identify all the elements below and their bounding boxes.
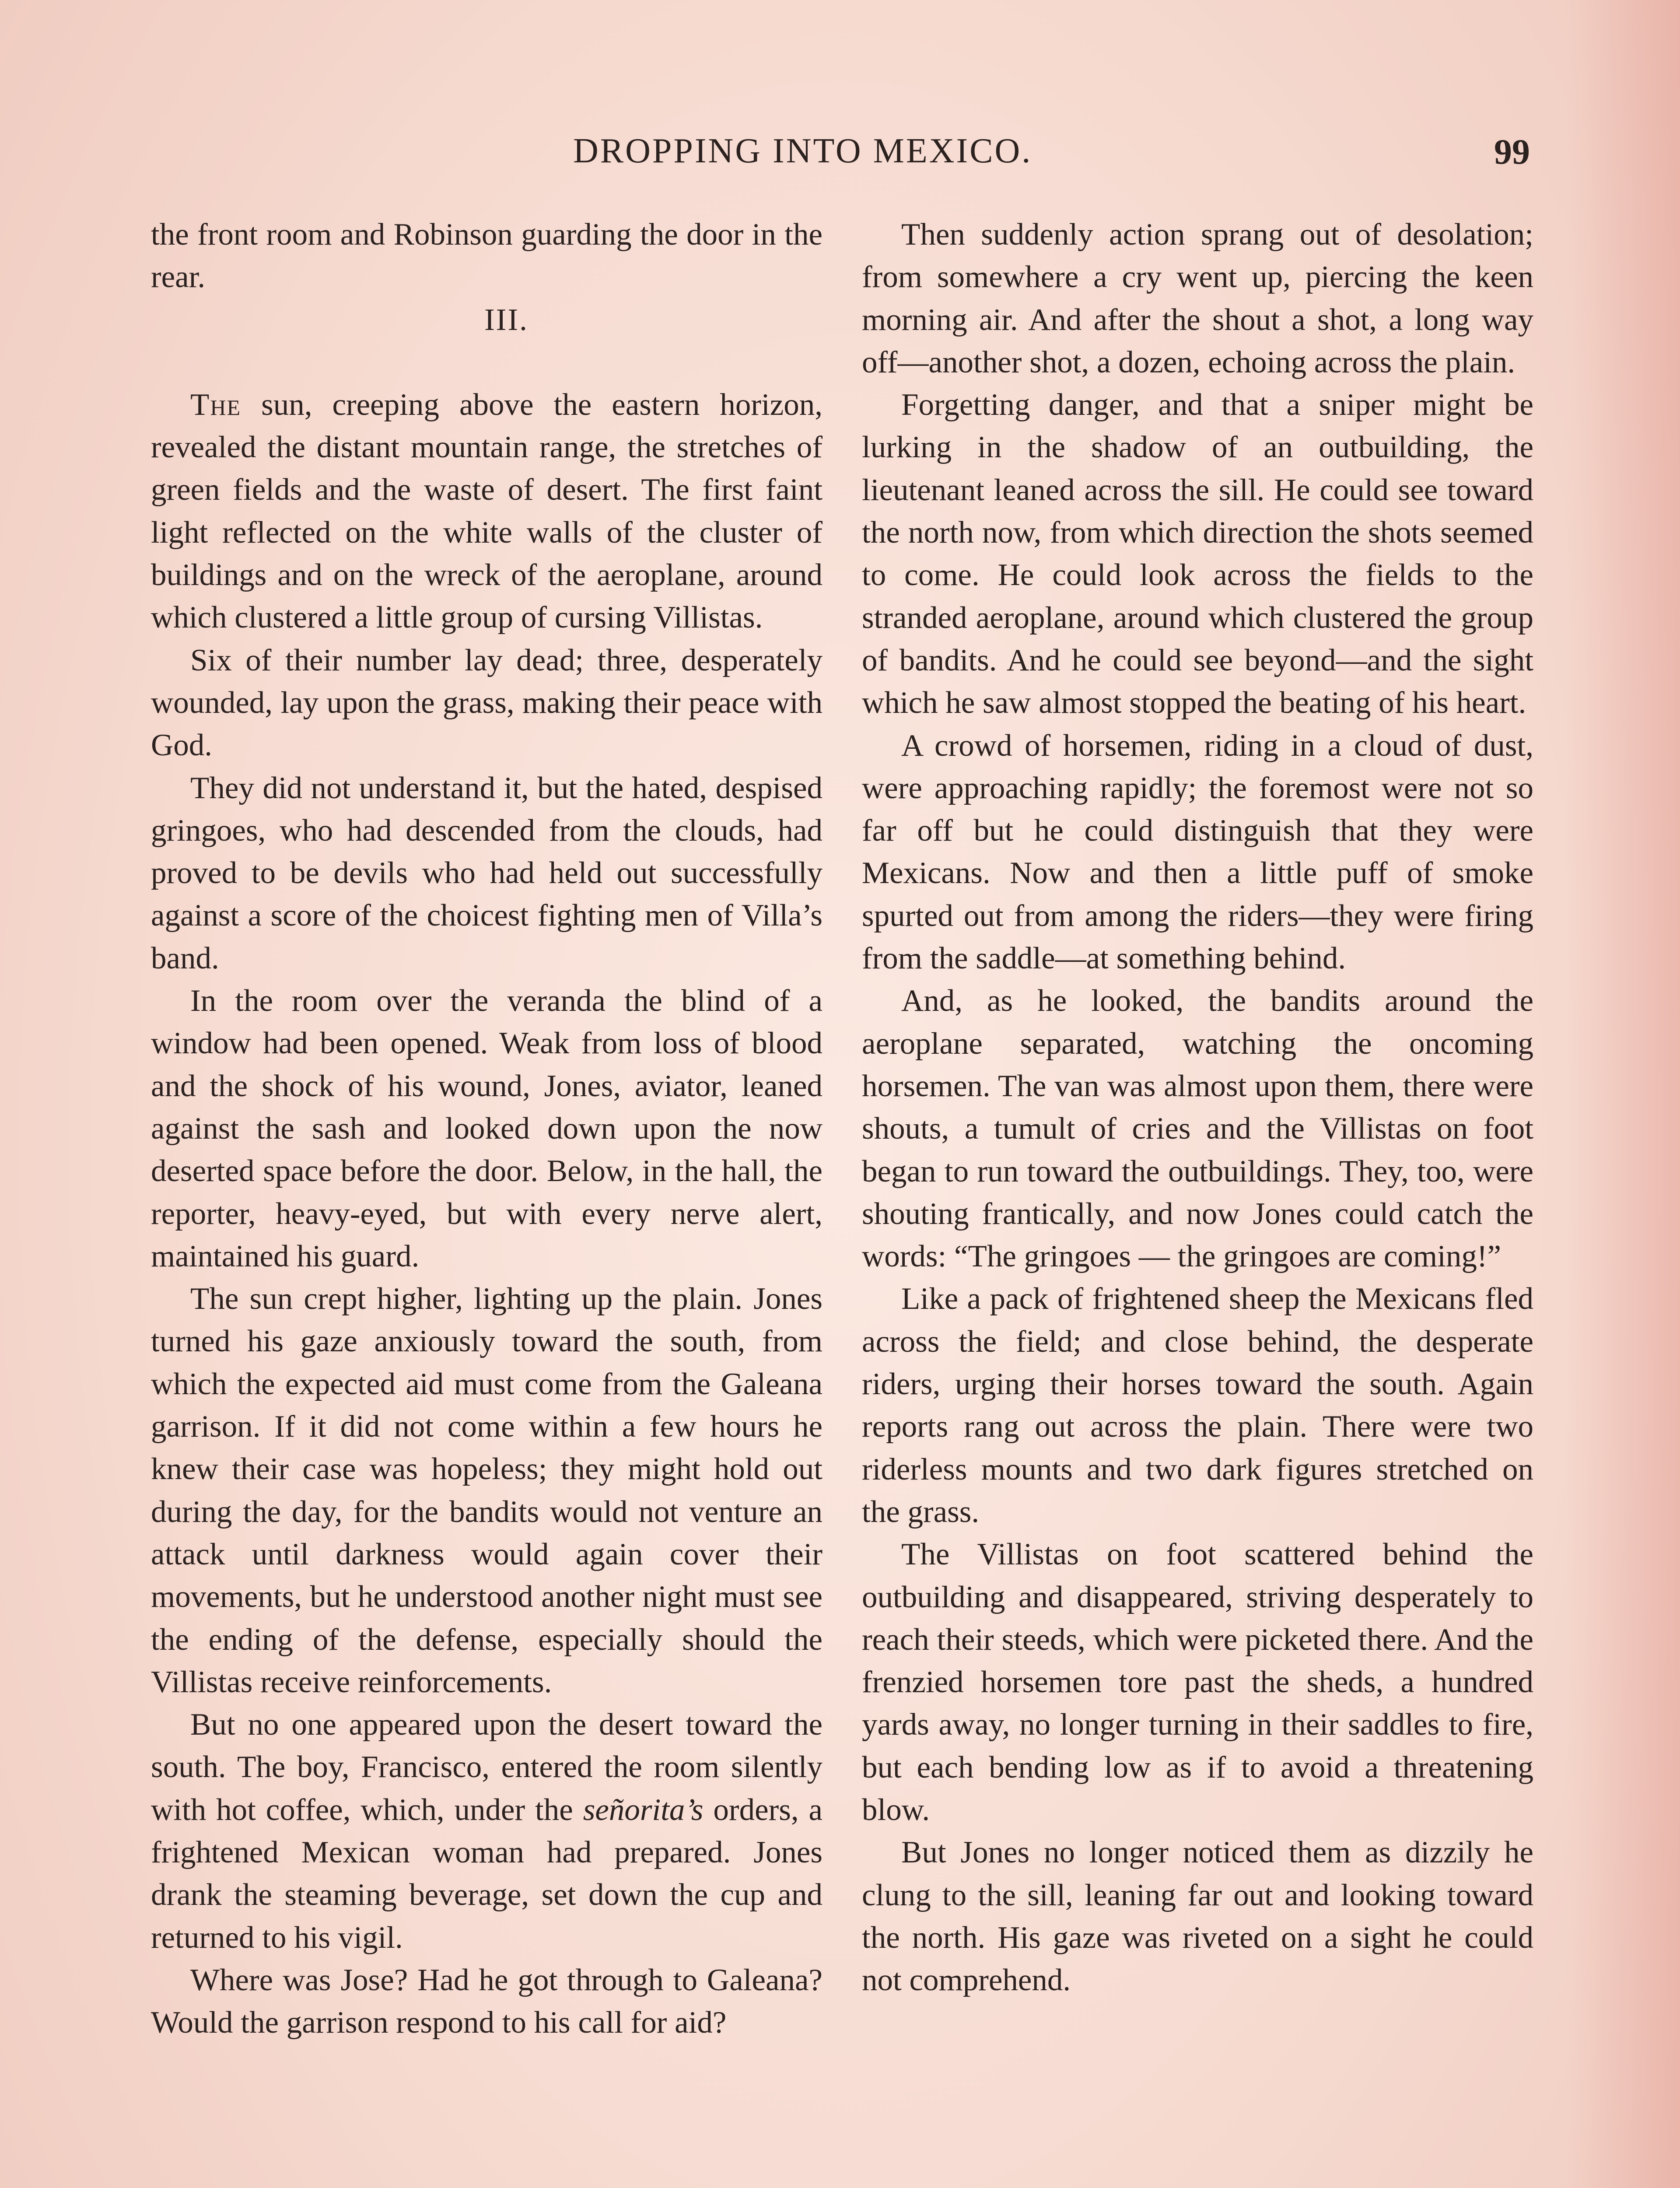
paragraph: Then suddenly action sprang out of desolation; from somewhere a cry went up, piercing the keen morning air. And after the shout a shot, a long way off—another shot, a dozen, echoing across the plain. bbox=[862, 217, 1533, 379]
paragraph-continued: the front room and Robinson guarding the door in the rear. bbox=[151, 217, 822, 295]
paragraph: In the room over the veranda the blind of a window had been opened. Weak from loss of blood and the shock of his wound, Jones, aviator, leaned against the sash and looked down upon the now deserted space before the door. Below, in the hall, the reporter, heavy-eyed, but with every nerve alert, maintained his guard. bbox=[151, 984, 822, 1273]
paragraph bbox=[151, 384, 822, 639]
paragraph: They did not understand it, but the hated, despised gringoes, who had descended from the clouds, had proved to be devils who had held out successfully against a score of the choicest fighting men of Villa’s band. bbox=[151, 771, 822, 975]
paragraph: A crowd of horsemen, riding in a cloud of dust, were approaching rapidly; the foremost were not so far off but he could distinguish that they were Mexicans. Now and then a little puff of smoke spurted out from among the riders—they were firing from the saddle—at something behind. bbox=[862, 728, 1533, 976]
paragraph bbox=[151, 1704, 822, 1959]
paragraph: Six of their number lay dead; three, desperately wounded, lay upon the grass, making their peace with God. bbox=[151, 643, 822, 763]
section-heading: III. bbox=[484, 302, 528, 337]
paragraph-text: sun, creeping above the eastern horizon, revealed the distant mountain range, the stretches of green fields and the waste of desert. The first faint light reflected on the white walls of the cluster of buildings and on the wreck of the aeroplane, around which clustered a little group of cursing Villistas. bbox=[151, 387, 822, 635]
paragraph: Where was Jose? Had he got through to Galeana? Would the garrison respond to his call for aid? bbox=[151, 1963, 822, 2040]
page-number: 99 bbox=[1494, 132, 1530, 172]
running-head: DROPPING INTO MEXICO. bbox=[573, 132, 1032, 170]
paragraph: Like a pack of frightened sheep the Mexicans fled across the field; and close behind, the desperate riders, urging their horses toward the south. Again reports rang out across the plain. There were two riderless mounts and two dark figures stretched on the grass. bbox=[862, 1282, 1533, 1529]
paragraph: The sun crept higher, lighting up the plain. Jones turned his gaze anxiously toward the south, from which the expected aid must come from the Galeana garrison. If it did not come within a few hours he knew their case was hopeless; they might hold out during the day, for the bandits would not venture an attack until darkness would again cover their movements, but he understood another night must see the ending of the defense, especially should the Villistas receive reinforcements. bbox=[151, 1282, 822, 1699]
italic-word: señorita’s bbox=[583, 1792, 704, 1827]
paragraph: But Jones no longer noticed them as dizzily he clung to the sill, leaning far out and looking toward the north. His gaze was riveted on a sight he could not comprehend. bbox=[862, 1835, 1533, 1998]
paragraph-lead-word: The bbox=[190, 387, 242, 422]
paragraph-text: orders, a frightened Mexican woman had prepared. Jones drank the steaming beverage, set down the cup and returned to his vigil. bbox=[151, 1792, 822, 1955]
paragraph: And, as he looked, the bandits around the aeroplane separated, watching the oncoming horsemen. The van was almost upon them, there were shouts, a tumult of cries and the Villistas on foot began to run toward the outbuildings. They, too, were shouting frantically, and now Jones could catch the words: “The gringoes — the gringoes are coming!” bbox=[862, 984, 1533, 1274]
paragraph-text: But no one appeared upon the desert toward the south. The boy, Francisco, entered the room silently with hot coffee, which, under the bbox=[151, 1708, 822, 1827]
page-edge-shading bbox=[1566, 0, 1680, 2188]
paragraph: The Villistas on foot scattered behind the outbuilding and disappeared, striving desperately to reach their steeds, which were picketed there. And the frenzied horsemen tore past the sheds, a hundred yards away, no longer turning in their saddles to fire, but each bending low as if to avoid a threatening blow. bbox=[862, 1537, 1533, 1827]
paragraph: Forgetting danger, and that a sniper might be lurking in the shadow of an outbuilding, the lieutenant leaned across the sill. He could see toward the north now, from which direction the shots seemed to come. He could look across the fields to the stranded aeroplane, around which clustered the group of bandits. And he could see beyond—and the sight which he saw almost stopped the beating of his heart. bbox=[862, 388, 1533, 720]
right-column bbox=[862, 214, 1533, 2002]
left-column bbox=[151, 214, 822, 2044]
